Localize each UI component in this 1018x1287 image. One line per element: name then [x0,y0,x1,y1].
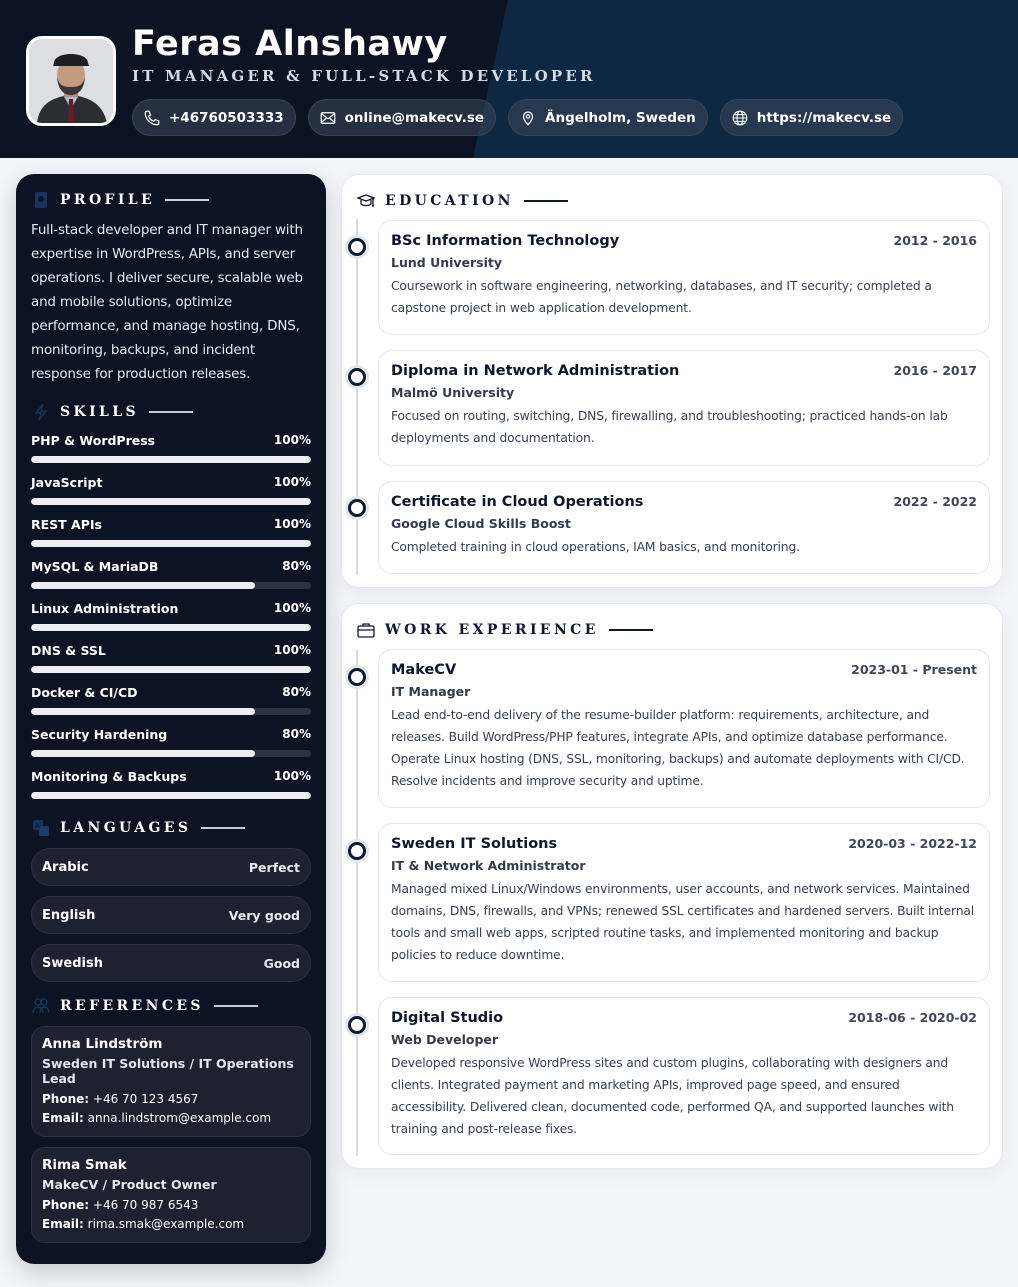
contact-location[interactable] [508,99,708,136]
contact-email-label: online@makecv.se [344,109,485,126]
languages-heading: A LANGUAGES [31,818,311,838]
description: Developed responsive WordPress sites and custom plugins, collaborating with designers and clients. Integrated payment and marketing APIs, improved page speed, and ensured accessibility. Delivered clean, documented code, performed QA, and supported launches with training and post-release fixes. [391,1056,954,1136]
language-name: Swedish [42,955,103,971]
skill-bar [31,582,311,589]
degree-title: Diploma in Network Administration [391,363,680,379]
skill-item [31,472,311,514]
skill-name: Security Hardening [31,726,168,742]
job-title: IT & Network Administrator [391,858,586,873]
skill-bar [31,666,311,673]
translate-icon [31,818,51,838]
job-title: Web Developer [391,1032,499,1047]
phone-icon [143,109,161,127]
contact-chips [132,99,903,136]
globe-icon [731,109,749,127]
skill-item [31,556,311,598]
contact-phone[interactable] [132,99,296,136]
skill-item [31,598,311,640]
skill-percent: 100% [273,769,311,783]
reference-name: Anna Lindström [42,1036,163,1052]
sidebar [16,174,326,1264]
contact-location-label: Ängelholm, Sweden [545,109,696,126]
skill-percent: 80% [282,685,311,699]
date-range: 2022 - 2022 [893,494,977,509]
skill-name: Linux Administration [31,600,179,616]
profile-photo [29,39,113,123]
profile-summary: Full-stack developer and IT manager with expertise in WordPress, APIs, and server operations. I deliver secure, scalable web and mobile solutions, optimize performance, and manage hosting, DNS, monitoring, backups, and incident response for production releases. [31,222,303,382]
timeline-dot [345,1013,369,1037]
language-item [31,848,311,886]
description: Lead end-to-end delivery of the resume-builder platform: requirements, architecture, and releases. Build WordPress/PHP features, integrate APIs, and optimize database performance. Operate Linux hosting (DNS, SSL, monitoring, backups) and automate deployments with CI/CD. Resolve incidents and improve security and uptime. [391,708,965,788]
language-item [31,896,311,934]
skill-name: JavaScript [31,474,103,490]
skills-list [31,430,311,808]
skill-percent: 100% [273,601,311,615]
job-title: IT Manager [391,684,471,699]
skill-name: PHP & WordPress [31,432,156,448]
contact-website[interactable] [720,99,903,136]
reference-phone: Phone: +46 70 987 6543 [42,1198,199,1212]
skill-percent: 100% [273,433,311,447]
skill-bar [31,498,311,505]
date-range: 2016 - 2017 [893,363,977,378]
skill-item [31,682,311,724]
candidate-title: IT MANAGER & FULL-STACK DEVELOPER [132,67,596,85]
skill-item [31,724,311,766]
education-item [378,481,990,574]
language-name: English [42,907,96,923]
description: Focused on routing, switching, DNS, firewalling, and troubleshooting; practiced hands-on lab deployments and documentation. [391,409,948,445]
skill-name: DNS & SSL [31,642,106,658]
profile-heading: PROFILE [31,190,311,210]
skill-item [31,766,311,808]
contact-website-label: https://makecv.se [756,109,892,126]
experience-item [378,823,990,982]
skill-name: Monitoring & Backups [31,768,187,784]
skill-item [31,640,311,682]
reference-org: MakeCV / Product Owner [42,1177,217,1192]
heading-rule [201,827,245,829]
languages-list [31,848,311,982]
date-range: 2020-03 - 2022-12 [848,836,977,851]
skill-percent: 80% [282,559,311,573]
skill-percent: 80% [282,727,311,741]
education-heading: EDUCATION [356,191,568,211]
avatar [26,36,116,126]
education-section [341,174,1003,588]
degree-title: BSc Information Technology [391,233,620,249]
reference-email[interactable]: Email: anna.lindstrom@example.com [42,1111,272,1125]
company-name: MakeCV [391,662,457,678]
education-item [378,220,990,335]
heading-rule [609,629,653,631]
reference-phone: Phone: +46 70 123 4567 [42,1092,199,1106]
contact-phone-label: +46760503333 [169,109,284,126]
reference-card [31,1026,311,1137]
people-icon [31,996,51,1016]
description: Completed training in cloud operations, IAM basics, and monitoring. [391,540,800,554]
briefcase-icon [356,620,376,640]
language-level: Good [263,955,300,971]
skill-name: MySQL & MariaDB [31,558,159,574]
timeline-dot [345,496,369,520]
graduation-cap-icon [356,191,376,211]
reference-email[interactable]: Email: rima.smak@example.com [42,1217,245,1231]
timeline-dot [345,839,369,863]
heading-rule [214,1005,258,1007]
institution: Google Cloud Skills Boost [391,516,571,531]
skill-bar [31,708,311,715]
language-item [31,944,311,982]
description: Coursework in software engineering, networking, databases, and IT security; completed a capstone project in web application development. [391,279,932,315]
degree-title: Certificate in Cloud Operations [391,494,644,510]
date-range: 2012 - 2016 [893,233,977,248]
experience-item [378,997,990,1155]
references-heading: REFERENCES [31,996,311,1016]
skill-percent: 100% [273,475,311,489]
skill-name: REST APIs [31,516,102,532]
candidate-name: Feras Alnshawy [132,24,448,64]
language-level: Very good [228,907,300,923]
skill-item [31,514,311,556]
experience-item [378,649,990,808]
mail-icon [319,109,337,127]
contact-email[interactable] [308,99,496,136]
skill-name: Docker & CI/CD [31,684,138,700]
skill-bar [31,750,311,757]
timeline-line [356,219,358,575]
experience-section [341,603,1003,1169]
education-item [378,350,990,466]
skill-bar [31,792,311,799]
skill-percent: 100% [273,517,311,531]
timeline-dot [345,665,369,689]
company-name: Digital Studio [391,1010,504,1026]
skills-heading: SKILLS [31,402,311,422]
skill-item [31,430,311,472]
date-range: 2023-01 - Present [851,662,977,677]
lightning-icon [31,402,51,422]
language-level: Perfect [248,859,300,875]
reference-org: Sweden IT Solutions / IT Operations Lead [42,1056,294,1086]
reference-name: Rima Smak [42,1157,127,1173]
institution: Lund University [391,255,503,270]
heading-rule [149,411,193,413]
profile-icon [31,190,51,210]
svg-text:A: A [35,822,40,830]
location-icon [519,109,537,127]
experience-heading: WORK EXPERIENCE [356,620,653,640]
company-name: Sweden IT Solutions [391,836,558,852]
skill-bar [31,456,311,463]
header [0,0,1018,158]
heading-rule [165,199,209,201]
institution: Malmö University [391,385,515,400]
language-name: Arabic [42,859,89,875]
description: Managed mixed Linux/Windows environments, user accounts, and network services. Maintained domains, DNS, firewalls, and VPNs; renewed SSL certificates and hardened servers. Built internal tools and small web apps, scripted routine tasks, and implemented monitoring and backup policies to reduce downtime. [391,882,975,962]
skill-percent: 100% [273,643,311,657]
heading-rule [524,200,568,202]
timeline-line [356,650,358,1156]
timeline-dot [345,235,369,259]
timeline-dot [345,365,369,389]
skill-bar [31,540,311,547]
reference-card [31,1147,311,1243]
date-range: 2018-06 - 2020-02 [848,1010,977,1025]
skill-bar [31,624,311,631]
